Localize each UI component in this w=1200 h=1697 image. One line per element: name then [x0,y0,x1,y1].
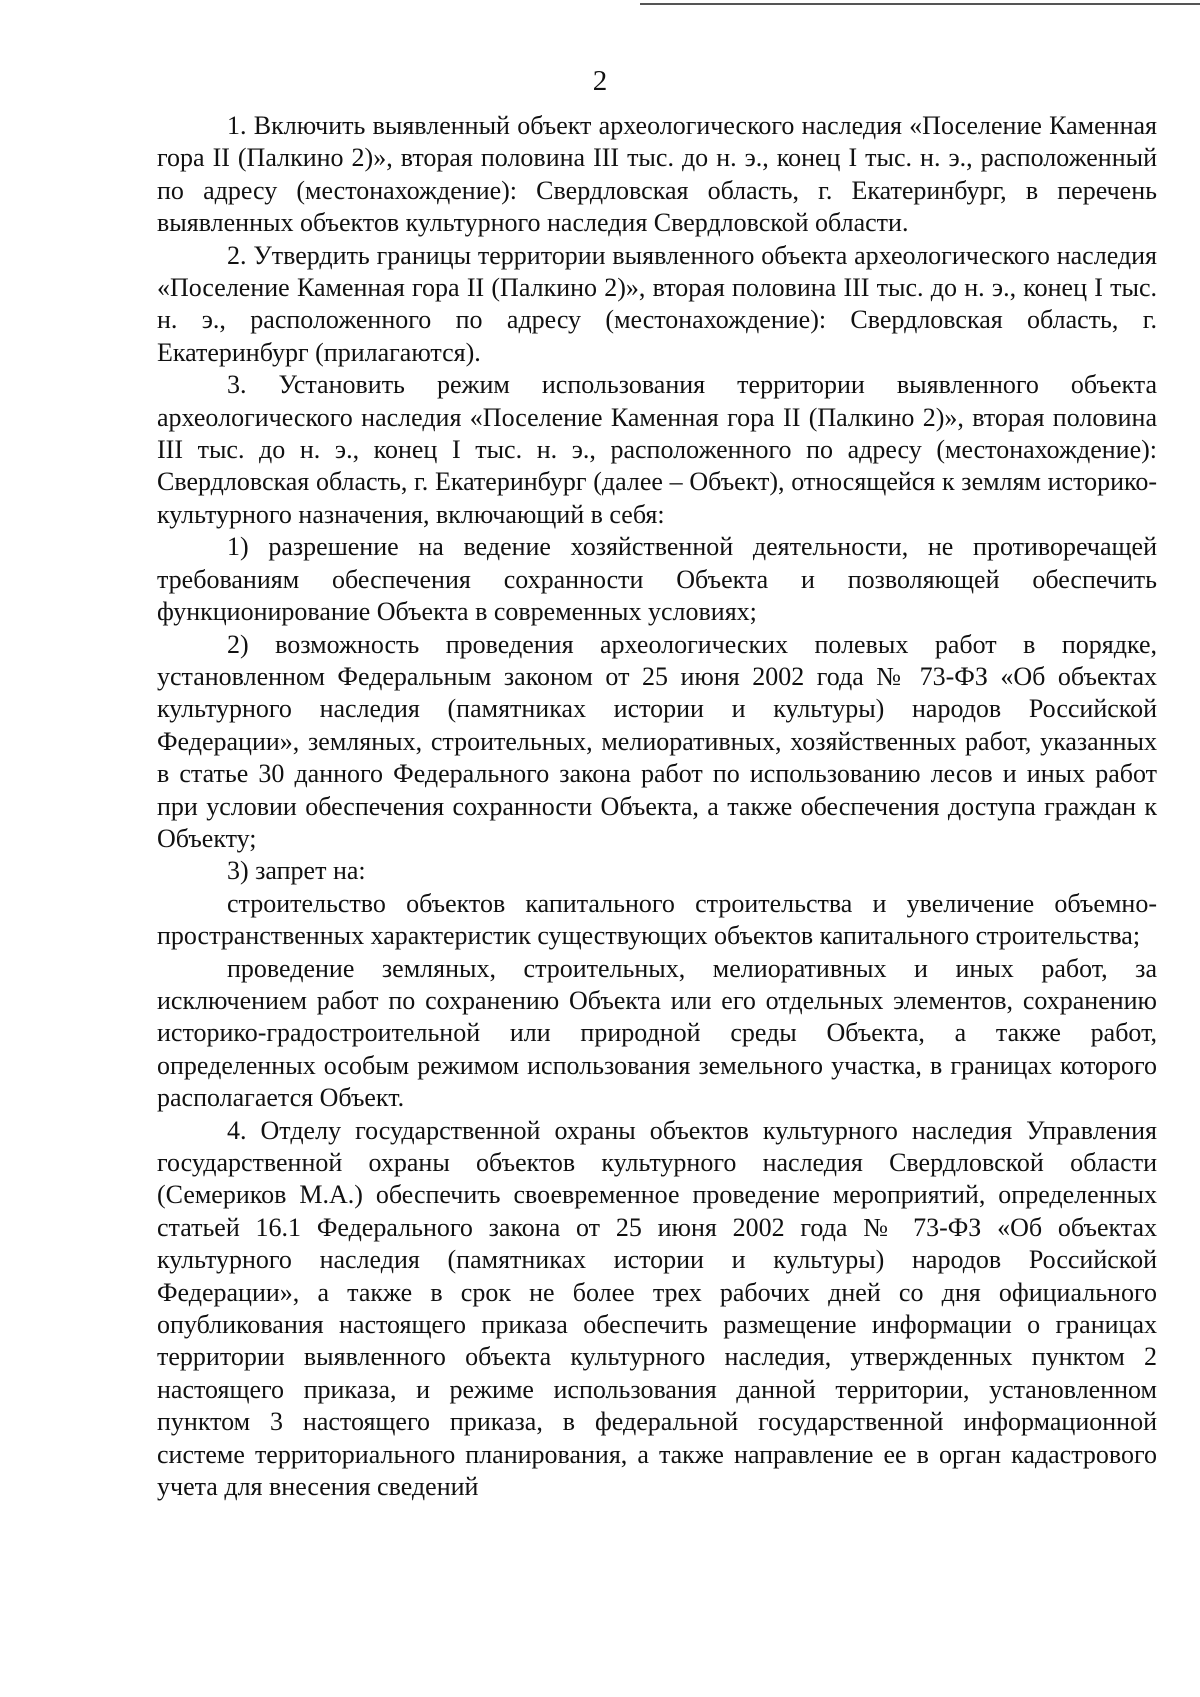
prohibition-works: проведение земляных, строительных, мелиоративных и иных работ, за исключением работ по сохранению Объекта или его отдельных элементов, сохранению историко-градостроительной или природной среды Объекта, а также работ, определенных особым режимом использования земельного участка, в границах которого располагается Объект. [157,953,1157,1113]
page-number: 2 [592,65,608,97]
paragraph-3-usage-regime: 3. Установить режим использования территории выявленного объекта археологического наследия «Поселение Каменная гора II (Палкино 2)», вторая половина III тыс. до н. э., конец I тыс. н. э., расположенного по адресу (местонахождение): Свердловская область, г. Екатеринбург (далее – Объект), относящейся к землям историко-культурного назначения, включающий в себя: [157,370,1157,529]
paragraph-4-department-duties: 4. Отделу государственной охраны объектов культурного наследия Управления государственной охраны объектов культурного наследия Свердловской области (Семериков М.А.) обеспечить своевременное проведение мероприятий, определенных статьей 16.1 Федерального закона от 25 июня 2002 года № 73-ФЗ «Об объектах культурного наследия (памятниках истории и культуры) народов Российской Федерации», а также в срок не более трех рабочих дней со дня официального опубликования настоящего приказа обеспечить размещение информации о границах территории выявленного объекта культурного наследия, утвержденных пунктом 2 настоящего приказа, и режиме использования данной территории, установленном пунктом 3 настоящего приказа, в федеральной государственной информационной системе территориального планирования, а также направление ее в орган кадастрового учета для внесения сведений [157,1115,1157,1502]
subitem-1-permission: 1) разрешение на ведение хозяйственной деятельности, не противоречащей требованиям обеспечения сохранности Объекта и позволяющей обеспечить функционирование Объекта в современных условиях; [157,532,1157,627]
top-border-line [640,3,1200,5]
subitem-3-prohibition: 3) запрет на: [227,856,366,886]
document-body [157,110,1157,1503]
prohibition-construction: строительство объектов капитального строительства и увеличение объемно-пространственных характеристик существующих объектов капитального строительства; [157,888,1157,951]
paragraph-2-approve-boundaries: 2. Утвердить границы территории выявленного объекта археологического наследия «Поселение Каменная гора II (Палкино 2)», вторая половина III тыс. до н. э., конец I тыс. н. э., расположенного по адресу (местонахождение): Свердловская область, г. Екатеринбург (прилагаются). [157,240,1157,367]
paragraph-1-include-object: 1. Включить выявленный объект археологического наследия «Поселение Каменная гора II (Палкино 2)», вторая половина III тыс. до н. э., конец I тыс. н. э., расположенный по адресу (местонахождение): Свердловская область, г. Екатеринбург, в перечень выявленных объектов культурного наследия Свердловской области. [157,111,1157,238]
subitem-2-possibility: 2) возможность проведения археологических полевых работ в порядке, установленном Федеральным законом от 25 июня 2002 года № 73-ФЗ «Об объектах культурного наследия (памятниках истории и культуры) народов Российской Федерации», земляных, строительных, мелиоративных, хозяйственных работ, указанных в статье 30 данного Федерального закона работ по использованию лесов и иных работ при условии обеспечения сохранности Объекта, а также обеспечения доступа граждан к Объекту; [157,629,1157,853]
